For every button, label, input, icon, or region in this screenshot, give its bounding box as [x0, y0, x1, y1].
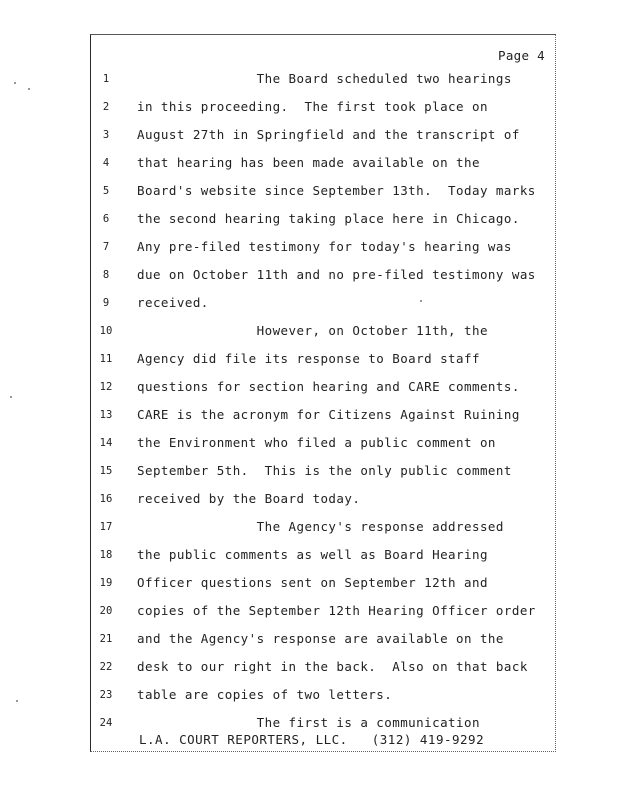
transcript-line [91, 659, 555, 679]
line-number: 10 [99, 325, 113, 337]
line-text: in this proceeding. The first took place on [137, 99, 488, 114]
line-number: 6 [102, 213, 110, 225]
transcript-line [91, 211, 555, 231]
line-number: 17 [99, 521, 113, 533]
line-text: The first is a communication [137, 715, 480, 730]
scan-speck [16, 700, 18, 702]
line-text: Officer questions sent on September 12th and [137, 575, 488, 590]
transcript-line [91, 183, 555, 203]
line-number: 24 [99, 717, 113, 729]
line-number: 3 [102, 129, 110, 141]
transcript-line [91, 295, 555, 315]
line-number: 4 [102, 157, 110, 169]
transcript-line [91, 519, 555, 539]
line-number: 21 [99, 633, 113, 645]
scan-speck [420, 300, 422, 302]
transcript-line [91, 463, 555, 483]
transcript-line [91, 547, 555, 567]
scan-speck [10, 396, 12, 398]
line-text: August 27th in Springfield and the transcript of [137, 127, 520, 142]
transcript-line [91, 575, 555, 595]
line-number: 23 [99, 689, 113, 701]
line-number: 5 [102, 185, 110, 197]
transcript-line [91, 631, 555, 651]
line-number: 19 [99, 577, 113, 589]
line-text: due on October 11th and no pre-filed testimony was [137, 267, 536, 282]
transcript-line [91, 99, 555, 119]
scan-speck [14, 82, 16, 84]
line-text: the second hearing taking place here in Chicago. [137, 211, 520, 226]
line-text: that hearing has been made available on the [137, 155, 480, 170]
line-text: Board's website since September 13th. Today marks [137, 183, 536, 198]
line-text: September 5th. This is the only public comment [137, 463, 512, 478]
line-number: 18 [99, 549, 113, 561]
line-number: 15 [99, 465, 113, 477]
line-number: 7 [102, 241, 110, 253]
transcript-line [91, 435, 555, 455]
transcript-page [90, 34, 556, 752]
line-text: table are copies of two letters. [137, 687, 393, 702]
line-text: CARE is the acronym for Citizens Against Ruining [137, 407, 520, 422]
line-text: However, on October 11th, the [137, 323, 488, 338]
line-number: 20 [99, 605, 113, 617]
line-text: The Agency's response addressed [137, 519, 504, 534]
line-text: Any pre-filed testimony for today's hearing was [137, 239, 512, 254]
line-number: 14 [99, 437, 113, 449]
transcript-line [91, 155, 555, 175]
line-text: the Environment who filed a public comment on [137, 435, 496, 450]
transcript-line [91, 491, 555, 511]
line-text: the public comments as well as Board Hearing [137, 547, 488, 562]
line-number: 1 [102, 73, 110, 85]
line-text: The Board scheduled two hearings [137, 71, 512, 86]
transcript-line [91, 71, 555, 91]
transcript-line [91, 127, 555, 147]
line-number: 2 [102, 101, 110, 113]
line-text: desk to our right in the back. Also on that back [137, 659, 528, 674]
transcript-line [91, 407, 555, 427]
transcript-line [91, 351, 555, 371]
court-reporter-footer: L.A. COURT REPORTERS, LLC. (312) 419-9292 [139, 732, 485, 747]
line-text: Agency did file its response to Board staff [137, 351, 480, 366]
line-text: received by the Board today. [137, 491, 361, 506]
transcript-line [91, 687, 555, 707]
transcript-line [91, 239, 555, 259]
line-number: 9 [102, 297, 110, 309]
line-text: received. [137, 295, 209, 310]
line-text: copies of the September 12th Hearing Officer order [137, 603, 536, 618]
transcript-line [91, 379, 555, 399]
transcript-line [91, 323, 555, 343]
line-text: questions for section hearing and CARE comments. [137, 379, 520, 394]
line-number: 12 [99, 381, 113, 393]
line-number: 22 [99, 661, 113, 673]
line-text: and the Agency's response are available on the [137, 631, 504, 646]
scan-speck [28, 88, 30, 90]
line-number: 8 [102, 269, 110, 281]
transcript-line [91, 603, 555, 623]
page-number: Page 4 [498, 48, 545, 63]
line-number: 11 [99, 353, 113, 365]
line-number: 13 [99, 409, 113, 421]
line-number: 16 [99, 493, 113, 505]
transcript-line [91, 267, 555, 287]
